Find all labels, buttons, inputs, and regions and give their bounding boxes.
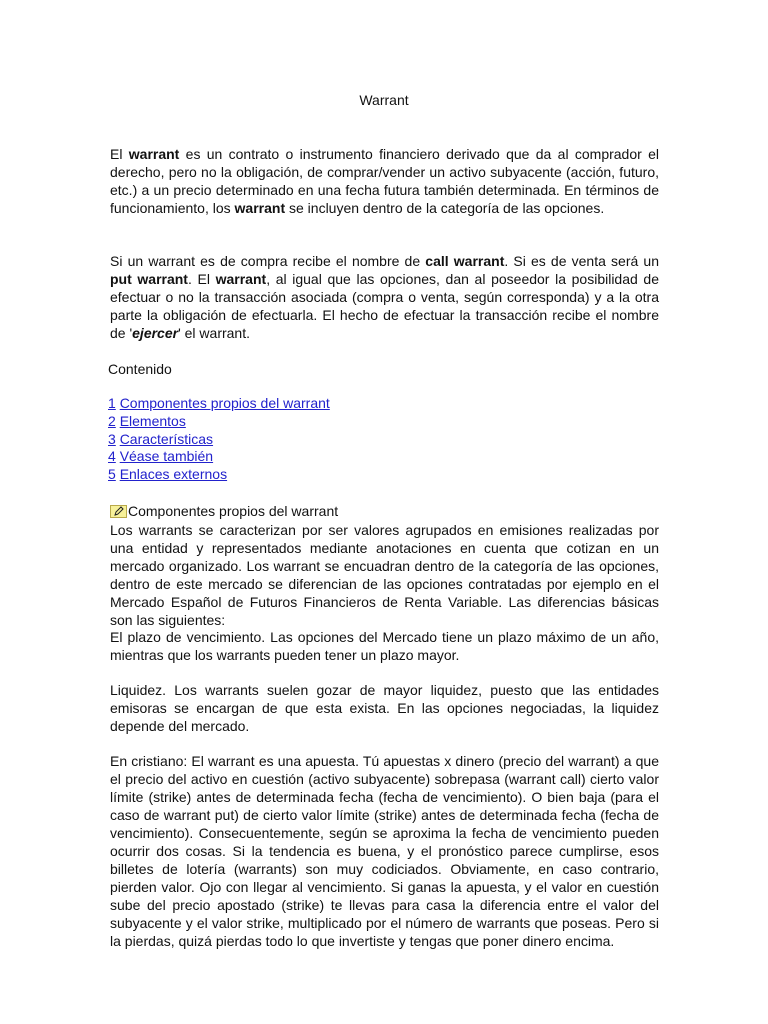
section-paragraph-1: Los warrants se caracterizan por ser valores agrupados en emisiones realizadas por una entidad y representados mediante anotaciones en cuenta que cotizan en un mercado organizado. Los warrant se encuadran dentro de la categoría de las opciones, dentro de este mercado se diferencian de las opciones contratadas por ejemplo en el Mercado Español de Futuros Financieros de Renta Variable. Las diferencias básicas son las siguientes: <box>110 522 659 628</box>
toc-number-link[interactable]: 3 <box>108 430 116 447</box>
toc-item <box>108 413 330 431</box>
toc-number-link[interactable]: 4 <box>108 448 116 465</box>
toc-number-link[interactable]: 5 <box>108 466 116 483</box>
toc-link-caracteristicas[interactable]: Características <box>119 430 214 447</box>
section-paragraph-2: El plazo de vencimiento. Las opciones del Mercado tiene un plazo máximo de un año, mientras que los warrants pueden tener un plazo mayor. <box>110 629 659 663</box>
intro-paragraph-1: El warrant es un contrato o instrumento financiero derivado que da al comprador el derecho, pero no la obligación, de comprar/vender un activo subyacente (acción, futuro, etc.) a un precio determinado en una fecha futura también determinada. En términos de funcionamiento, los warrant se incluyen dentro de la categoría de las opciones. <box>110 146 659 216</box>
pencil-icon <box>113 506 125 517</box>
toc-item <box>108 395 330 413</box>
toc-link-enlaces-externos[interactable]: Enlaces externos <box>119 466 228 483</box>
section-paragraph-3: Liquidez. Los warrants suelen gozar de mayor liquidez, puesto que las entidades emisoras se encargan de que esta exista. En las opciones negociadas, la liquidez depende del mercado. <box>110 682 659 734</box>
toc-item <box>108 448 330 466</box>
section-heading <box>110 502 338 520</box>
bold-term: call warrant <box>425 253 505 269</box>
bold-term: warrant <box>128 146 180 162</box>
toc-number-link[interactable]: 2 <box>108 412 116 429</box>
toc-item <box>108 431 330 449</box>
document-title: Warrant <box>359 92 409 108</box>
section-heading-text: Componentes propios del warrant <box>128 503 339 519</box>
bold-term: warrant <box>215 271 267 287</box>
toc-link-vease-tambien[interactable]: Véase también <box>119 448 214 465</box>
toc-number-link[interactable]: 1 <box>108 395 116 411</box>
intro-paragraph-2: Si un warrant es de compra recibe el nombre de call warrant. Si es de venta será un put warrant. El warrant, al igual que las opciones, dan al poseedor la posibilidad de efectuar o no la transacción asociada (compra o venta, según corresponda) y a la otra parte la obligación de efectuarla. El hecho de efectuar la transacción recibe el nombre de 'ejercer' el warrant. <box>110 253 659 341</box>
section-paragraph-4: En cristiano: El warrant es una apuesta. Tú apuestas x dinero (precio del warrant) a que el precio del activo en cuestión (activo subyacente) sobrepasa (warrant call) cierto valor límite (strike) antes de determinada fecha (fecha de vencimiento). O bien baja (para el caso de warrant put) de cierto valor límite (strike) antes de determinada fecha (fecha de vencimiento). Consecuentemente, según se aproxima la fecha de vencimiento pueden ocurrir dos cosas. Si la tendencia es buena, y el pronóstico parece cumplirse, esos billetes de lotería (warrants) son muy codiciados. Obviamente, en caso contrario, pierden valor. Ojo con llegar al vencimiento. Si ganas la apuesta, y el valor en cuestión sube del precio apostado (strike) te llevas para casa la diferencia entre el valor del subyacente y el valor strike, multiplicado por el número de warrants que poseas. Pero si la pierdas, quizá pierdas todo lo que invertiste y tengas que poner dinero encima. <box>110 753 659 949</box>
bold-italic-term: ejercer <box>132 325 179 341</box>
bold-term: warrant <box>234 200 286 216</box>
contents-label: Contenido <box>108 361 172 377</box>
toc-link-componentes[interactable]: Componentes propios del warrant <box>119 395 330 411</box>
edit-icon[interactable] <box>110 505 127 518</box>
table-of-contents <box>108 395 330 484</box>
toc-link-elementos[interactable]: Elementos <box>119 412 186 429</box>
bold-term: put warrant <box>110 271 188 287</box>
toc-item <box>108 466 330 484</box>
